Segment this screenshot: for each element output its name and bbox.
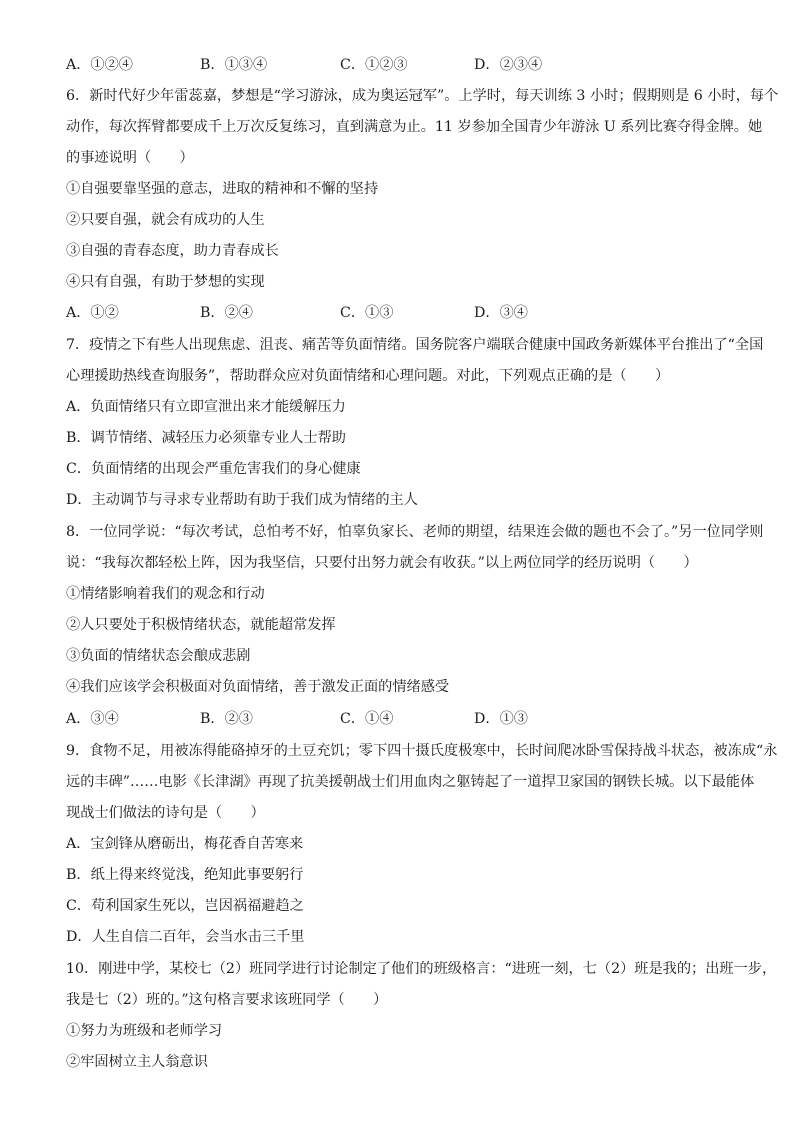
q9-stem-line: 9．食物不足，用被冻得能硌掉牙的土豆充饥；零下四十摄氏度极寒中，长时间爬冰卧雪保持战斗状态，被冻成“永	[66, 743, 778, 759]
q6-item: ④只有自强，有助于梦想的实现	[66, 274, 265, 290]
q7-stem-line: 心理援助热线查询服务”，帮助群众应对负面情绪和心理问题。对此，下列观点正确的是（ ）	[66, 368, 670, 384]
q9-choice-a: A．宝剑锋从磨砺出，梅花香自苦寒来	[66, 836, 304, 852]
q6-option-a: A．①②	[66, 305, 119, 321]
q5-option-d: D．②③④	[474, 57, 543, 73]
q9-choice-b: B．纸上得来终觉浅，绝知此事要躬行	[66, 867, 304, 883]
q10-item: ②牢固树立主人翁意识	[66, 1054, 208, 1070]
q8-stem-line: 8．一位同学说：“每次考试，总怕考不好，怕辜负家长、老师的期望，结果连会做的题也不会了。”另一位同学则	[66, 524, 764, 540]
q5-option-c: C．①②③	[340, 57, 408, 73]
q10-item: ①努力为班级和老师学习	[66, 1023, 223, 1039]
q9-stem-line: 远的丰碑”……电影《长津湖》再现了抗美援朝战士们用血肉之躯铸起了一道捍卫家国的钢铁长城。以下最能体	[66, 774, 755, 790]
q6-stem-line: 的事迹说明（ ）	[66, 150, 194, 166]
q6-item: ③自强的青春态度，助力青春成长	[66, 243, 279, 259]
q8-option-c: C．①④	[340, 711, 394, 727]
q7-choice-b: B．调节情绪、减轻压力必须靠专业人士帮助	[66, 430, 346, 446]
q8-item: ③负面的情绪状态会酿成悲剧	[66, 648, 251, 664]
q8-stem-line: 说：“我每次都轻松上阵，因为我坚信，只要付出努力就会有收获。”以上两位同学的经历说明（ ）	[66, 555, 698, 571]
q8-item: ②人只要处于积极情绪状态，就能超常发挥	[66, 617, 336, 633]
q6-item: ①自强要靠坚强的意志，进取的精神和不懈的坚持	[66, 181, 379, 197]
q5-option-b: B．①③④	[200, 57, 268, 73]
q8-option-b: B．②③	[200, 711, 253, 727]
q7-choice-a: A．负面情绪只有立即宣泄出来才能缓解压力	[66, 399, 346, 415]
q9-choice-d: D．人生自信二百年，会当水击三千里	[66, 929, 305, 945]
q6-stem-line: 6．新时代好少年雷蕊嘉，梦想是“学习游泳，成为奥运冠军”。上学时，每天训练 3 小时；假期则是 6 小时，每个	[66, 88, 779, 104]
q6-stem-line: 动作，每次挥臂都要成千上万次反复练习，直到满意为止。11 岁参加全国青少年游泳 U 系列比赛夺得金牌。她	[66, 119, 763, 135]
q8-option-a: A．③④	[66, 711, 119, 727]
q9-choice-c: C．苟利国家生死以，岂因祸福避趋之	[66, 898, 304, 914]
q7-choice-c: C．负面情绪的出现会严重危害我们的身心健康	[66, 461, 361, 477]
q6-item: ②只要自强，就会有成功的人生	[66, 212, 265, 228]
q10-stem-line: 10．刚进中学，某校七（2）班同学进行讨论制定了他们的班级格言：“进班一刻，七（2）班是我的；出班一步，	[66, 961, 777, 977]
q6-option-d: D．③④	[474, 305, 528, 321]
q8-item: ④我们应该学会积极面对负面情绪，善于激发正面的情绪感受	[66, 679, 450, 695]
q7-choice-d: D．主动调节与寻求专业帮助有助于我们成为情绪的主人	[66, 492, 418, 508]
q10-stem-line: 我是七（2）班的。”这句格言要求该班同学（ ）	[66, 992, 388, 1008]
q9-stem-line: 现战士们做法的诗句是（ ）	[66, 805, 265, 821]
q7-stem-line: 7．疫情之下有些人出现焦虑、沮丧、痛苦等负面情绪。国务院客户端联合健康中国政务新媒体平台推出了“全国	[66, 337, 764, 353]
q8-option-d: D．①③	[474, 711, 528, 727]
q8-item: ①情绪影响着我们的观念和行动	[66, 586, 265, 602]
q6-option-b: B．②④	[200, 305, 253, 321]
q5-option-a: A．①②④	[66, 57, 133, 73]
q6-option-c: C．①③	[340, 305, 394, 321]
